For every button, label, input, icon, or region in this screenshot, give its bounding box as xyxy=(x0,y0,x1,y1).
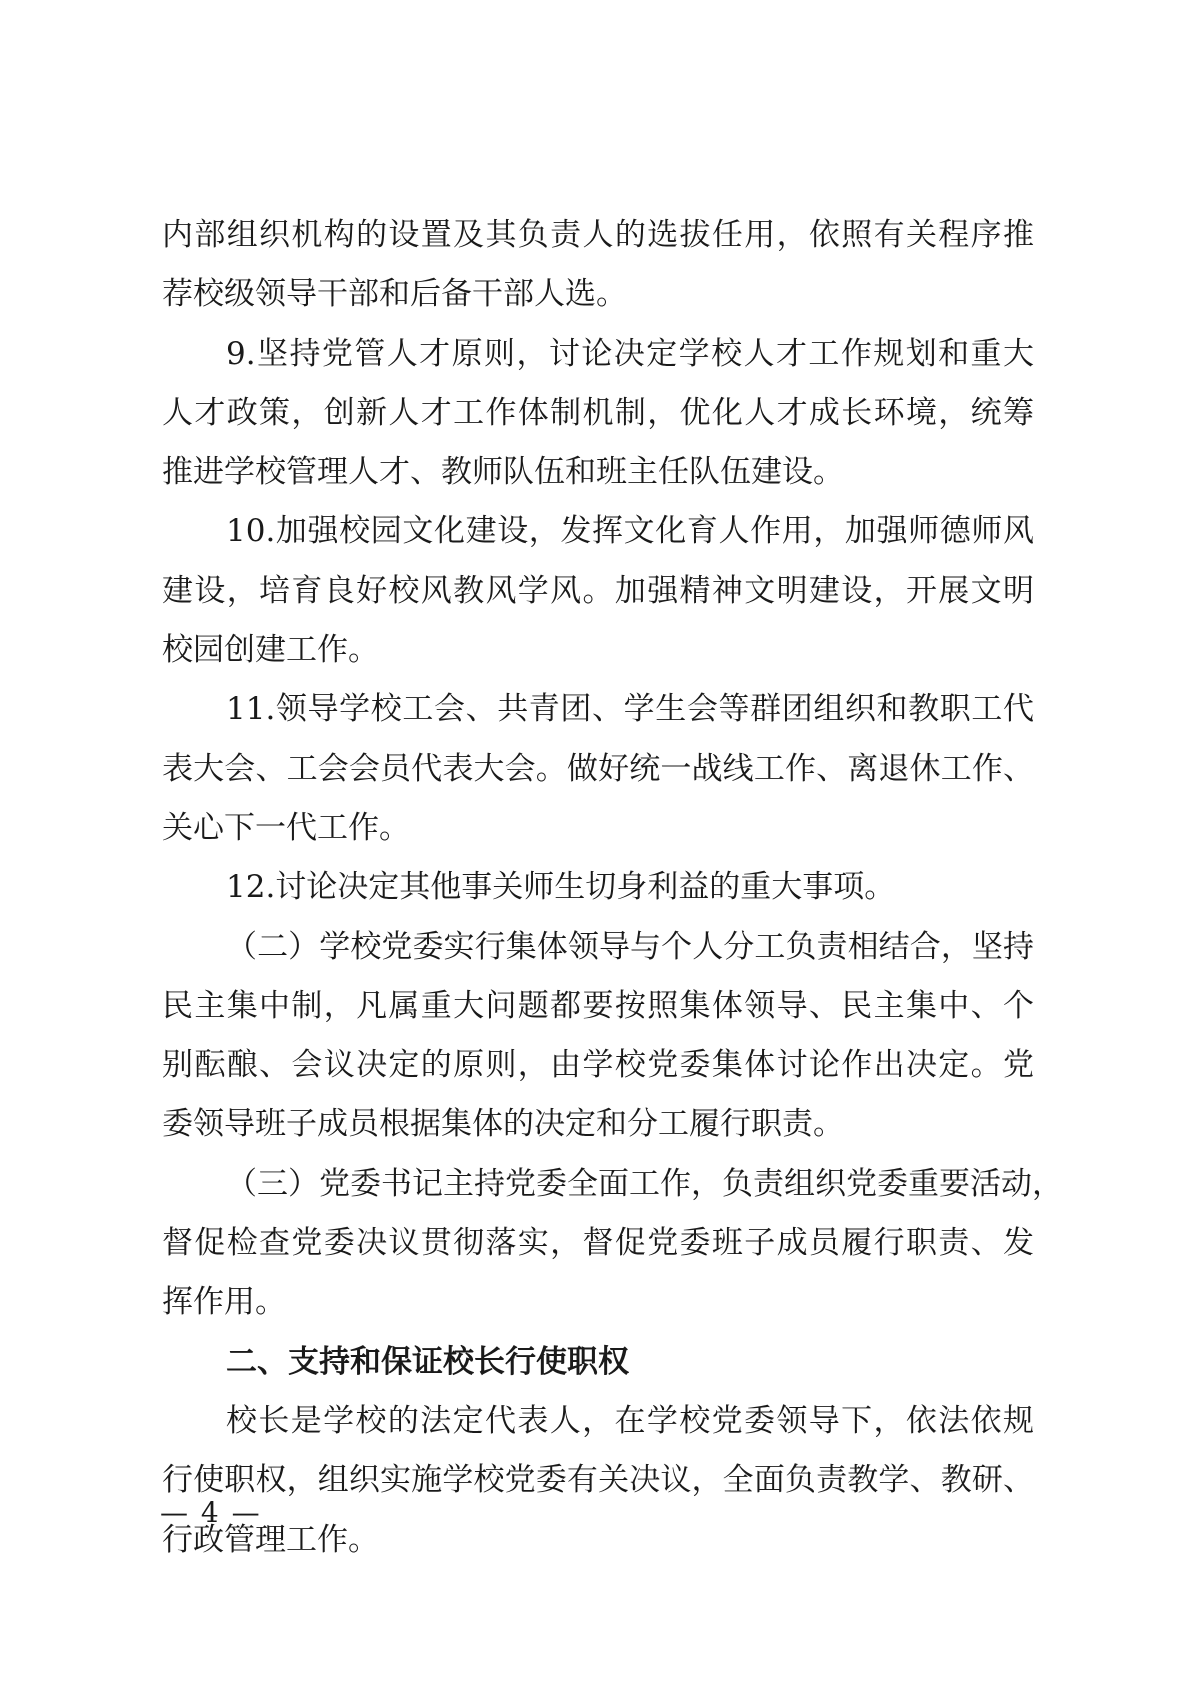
paragraph-line: 荐校级领导干部和后备干部人选。 xyxy=(162,276,627,313)
paragraph-line: 校长是学校的法定代表人，在学校党委领导下，依法依规 xyxy=(226,1402,1034,1439)
section-heading: 二、支持和保证校长行使职权 xyxy=(226,1343,629,1380)
paragraph-line: 表大会、工会会员代表大会。做好统一战线工作、离退休工作、 xyxy=(162,750,1034,787)
paragraph-line: 12.讨论决定其他事关师生切身利益的重大事项。 xyxy=(226,869,896,906)
paragraph-line: 11.领导学校工会、共青团、学生会等群团组织和教职工代 xyxy=(226,691,1034,728)
paragraph-line: 行政管理工作。 xyxy=(162,1521,379,1558)
paragraph-line: 推进学校管理人才、教师队伍和班主任队伍建设。 xyxy=(162,454,844,491)
paragraph-line: 行使职权，组织实施学校党委有关决议，全面负责教学、教研、 xyxy=(162,1462,1034,1499)
paragraph-line: （三）党委书记主持党委全面工作，负责组织党委重要活动， xyxy=(226,1165,1063,1202)
paragraph-line: 督促检查党委决议贯彻落实，督促党委班子成员履行职责、发 xyxy=(162,1225,1034,1262)
paragraph-line: 别酝酿、会议决定的原则，由学校党委集体讨论作出决定。党 xyxy=(162,1047,1034,1084)
paragraph-line: 建设，培育良好校风教风学风。加强精神文明建设，开展文明 xyxy=(162,572,1034,609)
paragraph-line: 10.加强校园文化建设，发挥文化育人作用，加强师德师风 xyxy=(226,513,1034,550)
document-body xyxy=(162,206,1063,1570)
paragraph-line: 挥作用。 xyxy=(162,1284,286,1321)
paragraph-line: 内部组织机构的设置及其负责人的选拔任用，依照有关程序推 xyxy=(162,217,1034,253)
page-number: — 4 — xyxy=(160,1496,262,1529)
paragraph-line: 委领导班子成员根据集体的决定和分工履行职责。 xyxy=(162,1106,844,1143)
paragraph-line: （二）学校党委实行集体领导与个人分工负责相结合，坚持 xyxy=(226,928,1034,965)
paragraph-line: 9.坚持党管人才原则，讨论决定学校人才工作规划和重大 xyxy=(226,335,1034,372)
paragraph-line: 人才政策，创新人才工作体制机制，优化人才成长环境，统筹 xyxy=(162,394,1034,431)
paragraph-line: 民主集中制，凡属重大问题都要按照集体领导、民主集中、个 xyxy=(162,987,1034,1024)
paragraph-line: 校园创建工作。 xyxy=(162,632,379,669)
paragraph-line: 关心下一代工作。 xyxy=(162,809,410,846)
